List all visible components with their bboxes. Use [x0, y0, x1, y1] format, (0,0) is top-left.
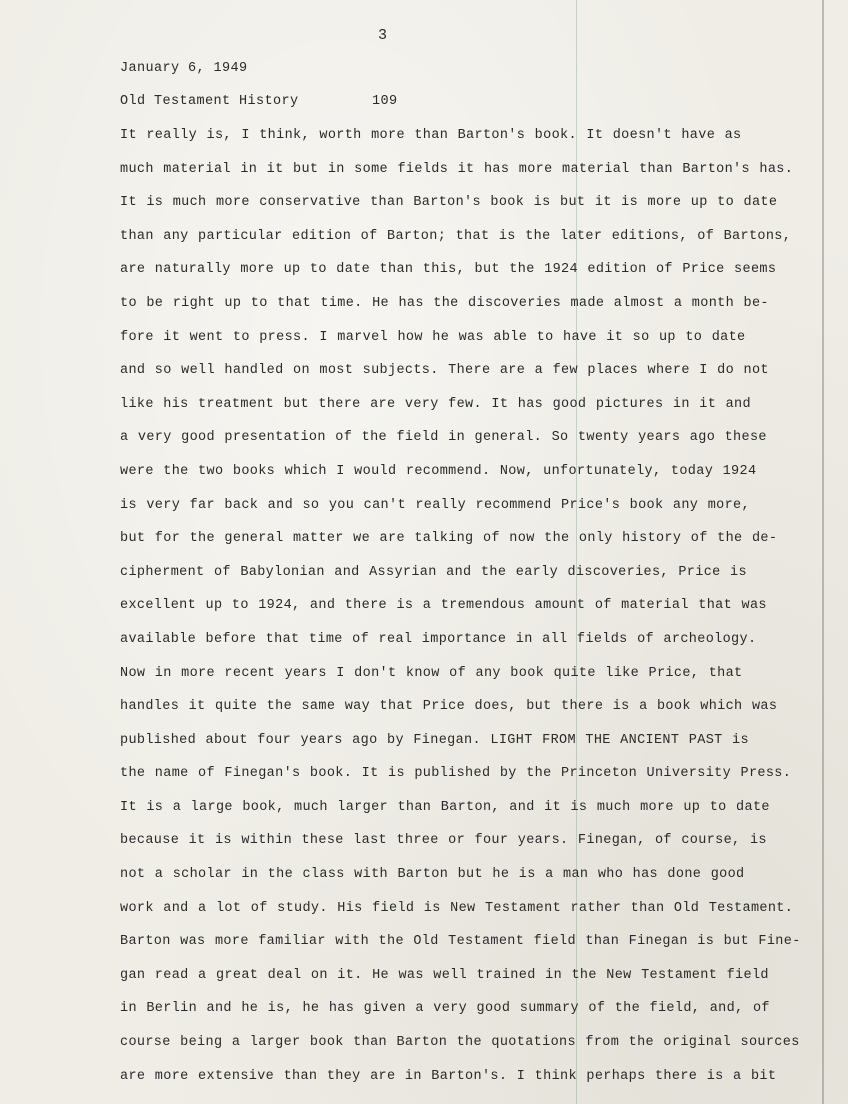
- text-line: Barton was more familiar with the Old Testament field than Finegan is but Fine-: [120, 934, 801, 950]
- text-line: were the two books which I would recommend. Now, unfortunately, today 1924: [120, 463, 757, 479]
- text-line: are naturally more up to date than this, but the 1924 edition of Price seems: [120, 262, 777, 278]
- text-line: but for the general matter we are talking of now the only history of the de-: [120, 531, 778, 547]
- text-line: like his treatment but there are very few. It has good pictures in it and: [120, 396, 751, 412]
- text-line: available before that time of real importance in all fields of archeology.: [120, 631, 757, 647]
- text-line: much material in it but in some fields it has more material than Barton's has.: [120, 161, 794, 177]
- header-date: January 6, 1949: [120, 61, 248, 76]
- text-line: is very far back and so you can't really recommend Price's book any more,: [120, 497, 750, 513]
- text-line: a very good presentation of the field in general. So twenty years ago these: [120, 430, 767, 446]
- header-page-reference: 109: [372, 94, 398, 109]
- text-line: are more extensive than they are in Barton's. I think perhaps there is a bit: [120, 1068, 777, 1084]
- text-line: It is a large book, much larger than Barton, and it is much more up to date: [120, 799, 770, 815]
- text-line: fore it went to press. I marvel how he was able to have it so up to date: [120, 329, 746, 345]
- page-number: 3: [378, 27, 389, 44]
- text-line: excellent up to 1924, and there is a tremendous amount of material that was: [120, 598, 767, 614]
- text-line: the name of Finegan's book. It is published by the Princeton University Press.: [120, 766, 792, 782]
- header-course-title: Old Testament History: [120, 94, 299, 109]
- text-line: handles it quite the same way that Price does, but there is a book which was: [120, 699, 778, 715]
- text-line: in Berlin and he is, he has given a very good summary of the field, and, of: [120, 1001, 770, 1017]
- text-line: not a scholar in the class with Barton but he is a man who has done good: [120, 867, 745, 883]
- body-text: [120, 126, 801, 1100]
- text-line: cipherment of Babylonian and Assyrian and the early discoveries, Price is: [120, 564, 747, 580]
- text-line: course being a larger book than Barton the quotations from the original sources: [120, 1035, 800, 1051]
- text-line: than any particular edition of Barton; that is the later editions, of Bartons,: [120, 228, 792, 244]
- text-line: and so well handled on most subjects. There are a few places where I do not: [120, 363, 769, 379]
- paper-edge-line: [822, 0, 824, 1104]
- text-line: work and a lot of study. His field is New Testament rather than Old Testament.: [120, 900, 794, 916]
- text-line: to be right up to that time. He has the discoveries made almost a month be-: [120, 295, 769, 311]
- text-line: It is much more conservative than Barton's book is but it is more up to date: [120, 195, 778, 211]
- text-line: Now in more recent years I don't know of any book quite like Price, that: [120, 665, 743, 681]
- text-line: It really is, I think, worth more than Barton's book. It doesn't have as: [120, 128, 742, 143]
- text-line: published about four years ago by Finegan. LIGHT FROM THE ANCIENT PAST is: [120, 732, 749, 748]
- text-line: gan read a great deal on it. He was well trained in the New Testament field: [120, 967, 769, 983]
- text-line: because it is within these last three or four years. Finegan, of course, is: [120, 833, 767, 849]
